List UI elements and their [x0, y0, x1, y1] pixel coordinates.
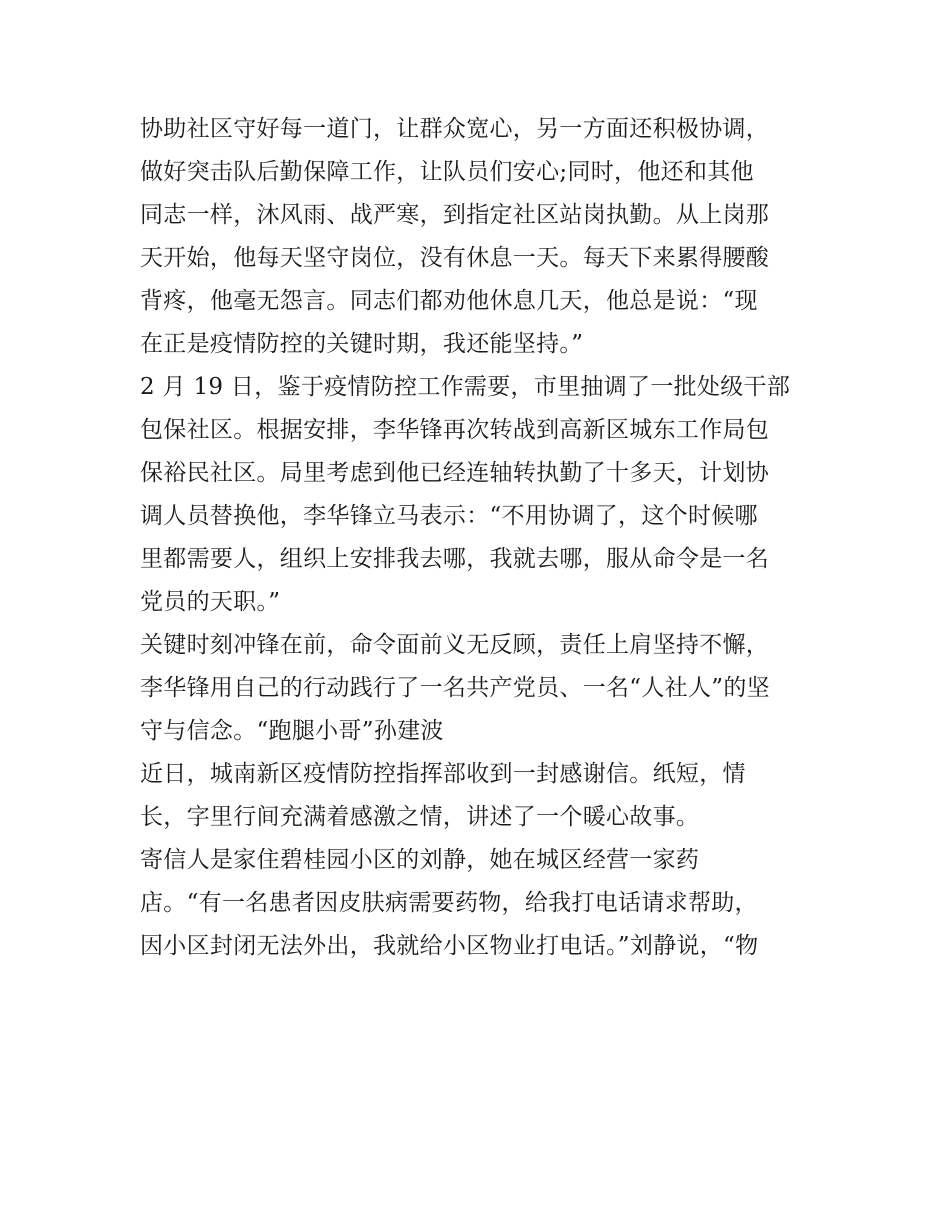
text-line: 寄信人是家住碧桂园小区的刘静，她在城区经营一家药	[140, 847, 700, 873]
text-line: 近日，城南新区疫情防控指挥部收到一封感谢信。纸短，情	[140, 761, 746, 787]
text-line: 李华锋用自己的行动践行了一名共产党员、一名“人社人”的坚	[140, 675, 770, 701]
text-line: 保裕民社区。局里考虑到他已经连轴转执勤了十多天，计划协	[140, 460, 770, 486]
text-line: 协助社区守好每一道门，让群众宽心，另一方面还积极协调，	[140, 116, 770, 142]
text-line: 里都需要人，组织上安排我去哪，我就去哪，服从命令是一名	[140, 546, 770, 572]
text-line: 在正是疫情防控的关键时期，我还能坚持。”	[140, 331, 584, 357]
text-line: 包保社区。根据安排，李华锋再次转战到高新区城东工作局包	[140, 417, 770, 443]
text-line: 2 月 19 日，鉴于疫情防控工作需要，市里抽调了一批处级干部	[140, 374, 791, 400]
text-line: 党员的天职。”	[140, 589, 281, 615]
text-line: 守与信念。“跑腿小哥”孙建波	[140, 718, 444, 744]
text-line: 店。“有一名患者因皮肤病需要药物，给我打电话请求帮助，	[140, 890, 758, 916]
text-line: 长，字里行间充满着感激之情，讲述了一个暖心故事。	[140, 804, 700, 830]
text-line: 天开始，他每天坚守岗位，没有休息一天。每天下来累得腰酸	[140, 245, 770, 271]
text-line: 关键时刻冲锋在前，命令面前义无反顾，责任上肩坚持不懈，	[140, 632, 770, 658]
text-line: 因小区封闭无法外出，我就给小区物业打电话。”刘静说，“物	[140, 933, 759, 959]
text-line: 背疼，他毫无怨言。同志们都劝他休息几天，他总是说：“现	[140, 288, 758, 314]
text-line: 同志一样，沐风雨、战严寒，到指定社区站岗执勤。从上岗那	[140, 202, 770, 228]
text-line: 做好突击队后勤保障工作，让队员们安心;同时，他还和其他	[140, 159, 754, 185]
document-body	[140, 108, 820, 968]
text-line: 调人员替换他，李华锋立马表示：“不用协调了，这个时候哪	[140, 503, 758, 529]
